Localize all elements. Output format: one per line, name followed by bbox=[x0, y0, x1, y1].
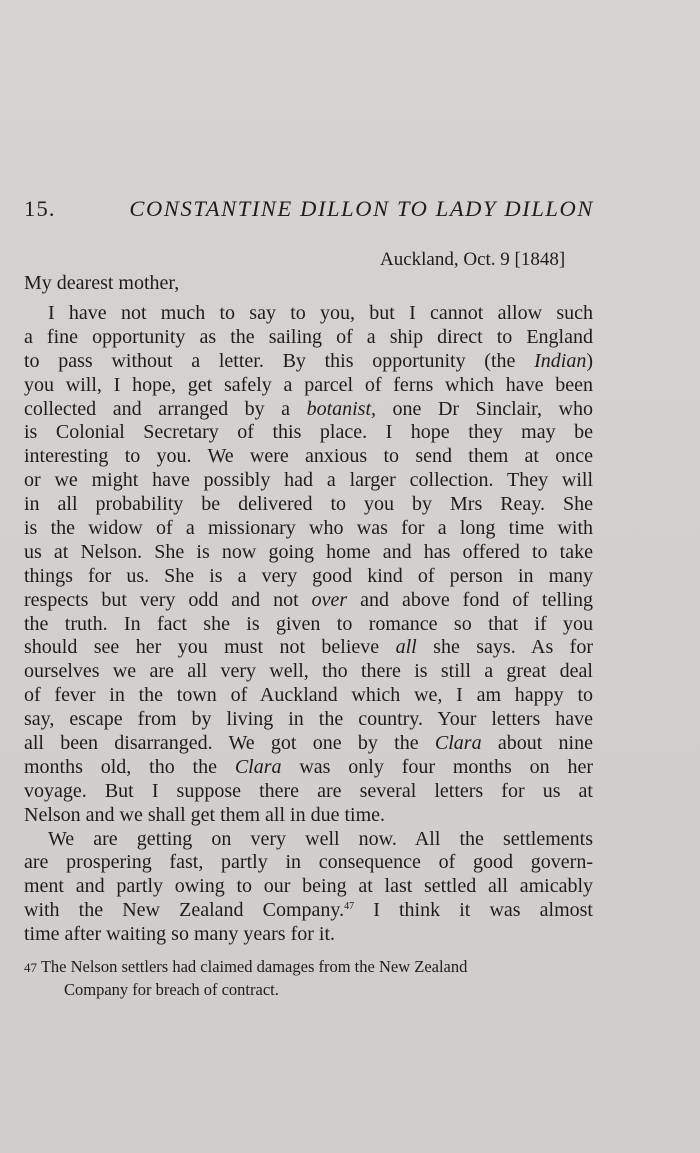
text-run: respects but very odd and not bbox=[24, 588, 312, 611]
italic-text: over bbox=[311, 588, 348, 611]
text-run: things for us. She is a very good kind of person in many bbox=[24, 564, 593, 587]
text-run: is the widow of a missionary who was for a long time with bbox=[24, 517, 593, 540]
text-run: are prospering fast, partly in consequence of good govern- bbox=[24, 851, 593, 874]
text-run: collected and arranged by a bbox=[24, 397, 307, 420]
italic-text: Indian bbox=[534, 349, 587, 372]
text-line bbox=[24, 828, 593, 852]
italic-text: Clara bbox=[434, 732, 482, 755]
text-line bbox=[24, 756, 593, 780]
text-run: voyage. But I suppose there are several letters for us at bbox=[24, 779, 593, 802]
text-line bbox=[24, 851, 593, 875]
text-line bbox=[24, 421, 593, 445]
footnote-reference: 47 bbox=[344, 901, 355, 913]
text-run: and above fond of telling bbox=[347, 588, 593, 611]
text-run: or we might have possibly had a larger collection. They will bbox=[24, 469, 593, 492]
letter-body bbox=[24, 302, 593, 947]
text-line bbox=[24, 398, 593, 422]
text-line bbox=[24, 589, 593, 613]
text-run: Nelson and we shall get them all in due time. bbox=[24, 803, 386, 826]
text-run: about nine bbox=[481, 732, 593, 755]
text-line bbox=[24, 684, 593, 708]
text-run: to pass without a letter. By this opportunity (the bbox=[24, 349, 535, 372]
italic-text: Clara bbox=[234, 755, 282, 778]
salutation: My dearest mother, bbox=[24, 272, 180, 294]
text-run: months old, tho the bbox=[24, 755, 235, 778]
footnote bbox=[24, 956, 594, 1000]
text-line bbox=[24, 374, 593, 398]
text-line bbox=[24, 708, 593, 732]
text-line bbox=[24, 636, 593, 660]
text-run: you will, I hope, get safely a parcel of ferns which have been bbox=[24, 373, 593, 396]
text-run: should see her you must not believe bbox=[24, 636, 396, 659]
italic-text: all bbox=[395, 636, 417, 659]
text-run: all been disarranged. We got one by the bbox=[24, 732, 435, 755]
text-run: a fine opportunity as the sailing of a ship direct to England bbox=[24, 325, 593, 348]
footnote-line: Company for breach of contract. bbox=[64, 979, 279, 999]
text-run: ) bbox=[586, 349, 593, 372]
text-run: interesting to you. We were anxious to send them at once bbox=[24, 445, 593, 468]
text-run: us at Nelson. She is now going home and has offered to take bbox=[24, 540, 593, 563]
text-line bbox=[24, 565, 593, 589]
text-line bbox=[24, 541, 593, 565]
text-line bbox=[24, 875, 593, 899]
text-run: in all probability be delivered to you by Mrs Reay. She bbox=[24, 493, 593, 516]
text-run: with the New Zealand Company. bbox=[24, 899, 345, 922]
text-line bbox=[24, 469, 593, 493]
text-run: is Colonial Secretary of this place. I hope they may be bbox=[24, 421, 593, 444]
text-run: of fever in the town of Auckland which we, I am happy to bbox=[24, 684, 593, 707]
text-run: I think it was almost bbox=[354, 899, 593, 922]
text-line bbox=[24, 923, 593, 947]
text-run: We are getting on very well now. All the settlements bbox=[48, 827, 593, 850]
text-run: was only four months on her bbox=[281, 755, 593, 778]
text-run: one Dr Sinclair, who bbox=[376, 397, 593, 420]
text-run: say, escape from by living in the country. Your letters have bbox=[24, 708, 593, 731]
text-line bbox=[24, 660, 593, 684]
italic-text: botanist, bbox=[306, 397, 377, 420]
footnote-text-1: The Nelson settlers had claimed damages from the New Zealand bbox=[40, 957, 468, 976]
footnote-line bbox=[24, 956, 594, 979]
dateline: Auckland, Oct. 9 [1848] bbox=[380, 249, 566, 270]
text-run: ment and partly owing to our being at last settled all amicably bbox=[24, 875, 593, 898]
text-line bbox=[24, 780, 593, 804]
letter-heading bbox=[24, 196, 594, 222]
footnote-number: 47 bbox=[24, 960, 37, 975]
letter-title: CONSTANTINE DILLON TO LADY DILLON bbox=[129, 196, 594, 221]
text-line bbox=[24, 445, 593, 469]
text-run: I have not much to say to you, but I cannot allow such bbox=[48, 302, 593, 324]
text-run: she says. As for bbox=[416, 636, 593, 659]
text-line bbox=[24, 493, 593, 517]
text-line bbox=[24, 517, 593, 541]
text-line bbox=[24, 732, 593, 756]
text-line bbox=[24, 899, 593, 923]
text-run: the truth. In fact she is given to romance so that if you bbox=[24, 612, 593, 635]
text-run: time after waiting so many years for it. bbox=[24, 923, 336, 946]
letter-number: 15. bbox=[24, 196, 56, 221]
text-line bbox=[24, 302, 593, 326]
text-run: ourselves we are all very well, tho there is still a great deal bbox=[24, 660, 593, 683]
text-line bbox=[24, 613, 593, 637]
text-line bbox=[24, 804, 593, 828]
text-line bbox=[24, 326, 593, 350]
text-line bbox=[24, 350, 593, 374]
